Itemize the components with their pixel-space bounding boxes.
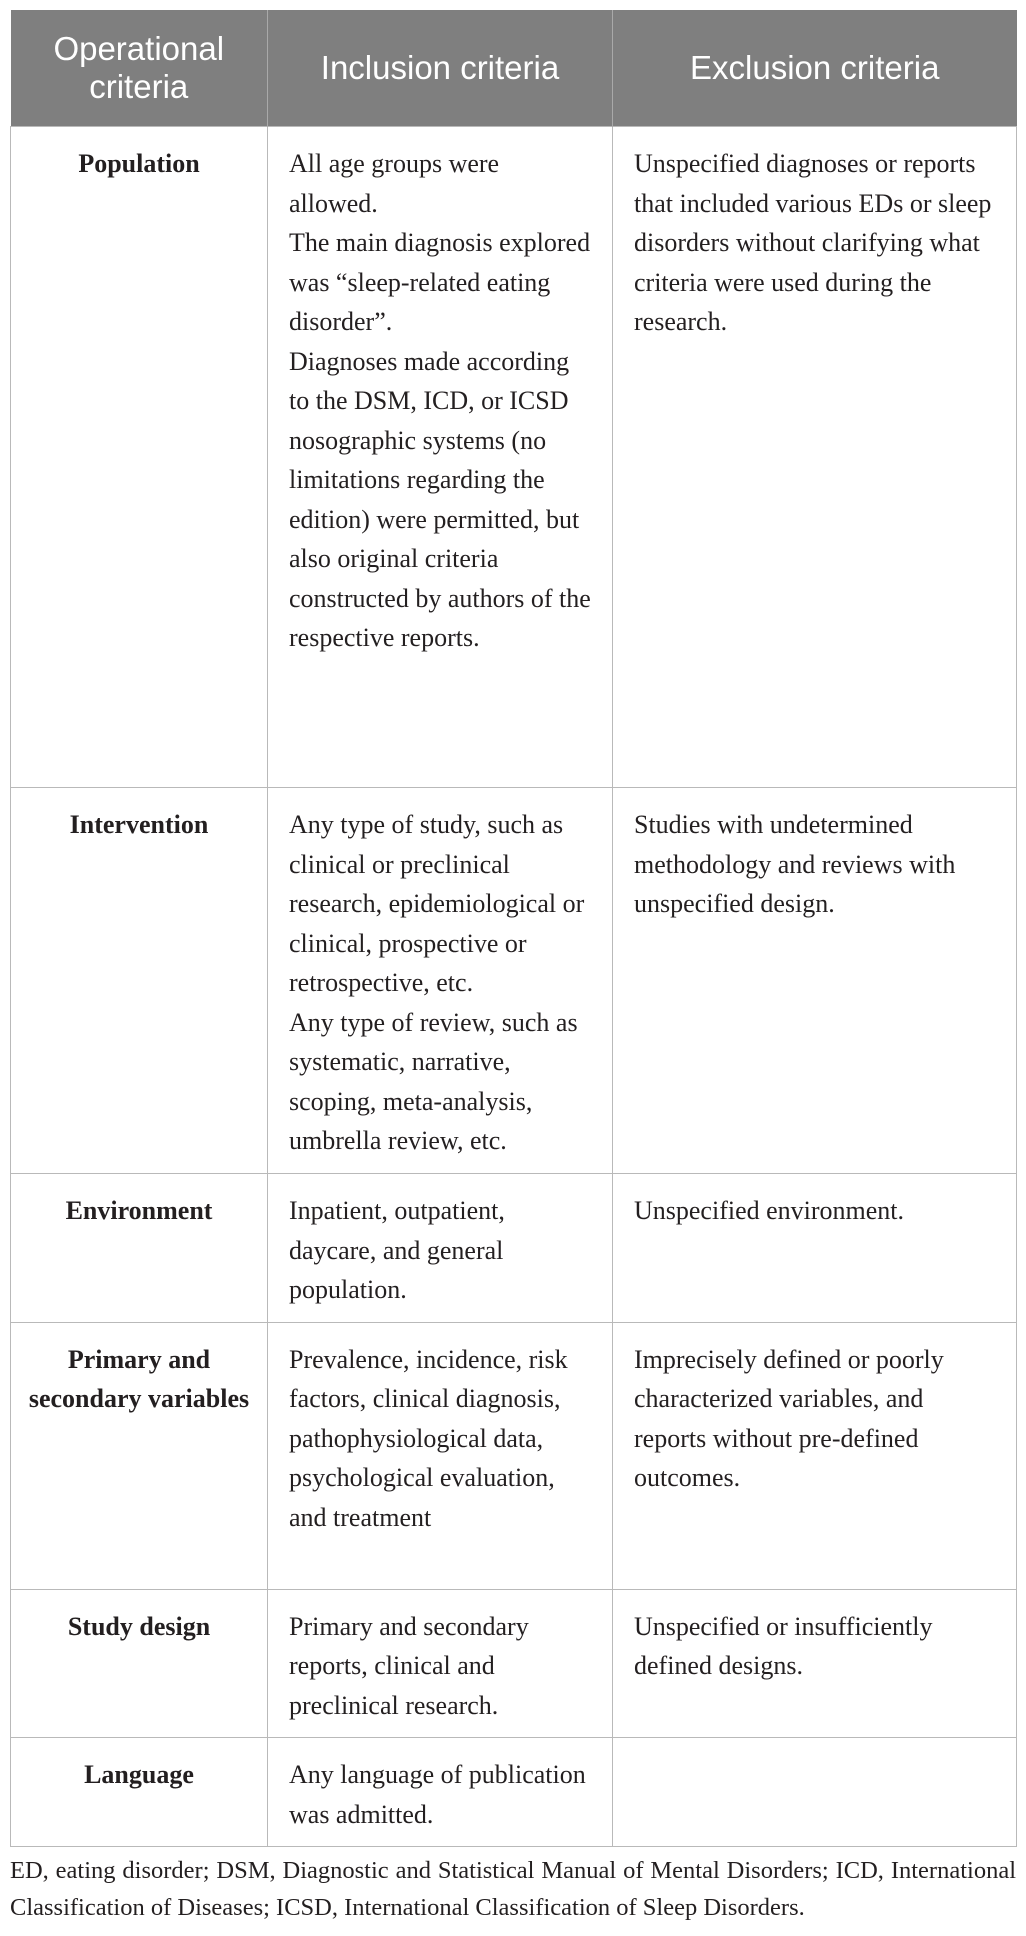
- inclusion-cell: Primary and secondary reports, clinical and preclinical research.: [268, 1589, 613, 1738]
- table-row: [11, 1322, 1017, 1589]
- table-row: [11, 1738, 1017, 1847]
- table-header-row: [11, 10, 1017, 127]
- criterion-label: Study design: [11, 1589, 268, 1738]
- header-operational-criteria: Operational criteria: [11, 10, 268, 127]
- inclusion-cell: Any language of publication was admitted.: [268, 1738, 613, 1847]
- criterion-label: Primary and secondary variables: [11, 1322, 268, 1589]
- exclusion-cell: [613, 1738, 1017, 1847]
- table-row: [11, 1174, 1017, 1323]
- criterion-label: Environment: [11, 1174, 268, 1323]
- header-inclusion-criteria: Inclusion criteria: [268, 10, 613, 127]
- criteria-table-container: [10, 10, 1016, 1847]
- inclusion-cell: All age groups were allowed. The main diagnosis explored was “sleep-related eating disorder”. Diagnoses made according to the DSM, ICD, or ICSD nosographic systems (no limitations regarding the edition) were permitted, but also original criteria constructed by authors of the respective reports.: [268, 127, 613, 788]
- criterion-label: Language: [11, 1738, 268, 1847]
- exclusion-cell: Unspecified environment.: [613, 1174, 1017, 1323]
- criterion-label: Population: [11, 127, 268, 788]
- table-row: [11, 1589, 1017, 1738]
- criteria-table: [10, 10, 1017, 1847]
- inclusion-cell: Prevalence, incidence, risk factors, clinical diagnosis, pathophysiological data, psychological evaluation, and treatment: [268, 1322, 613, 1589]
- inclusion-cell: Any type of study, such as clinical or preclinical research, epidemiological or clinical, prospective or retrospective, etc. Any type of review, such as systematic, narrative, scoping, meta-analysis, umbrella review, etc.: [268, 788, 613, 1174]
- table-row: [11, 788, 1017, 1174]
- inclusion-cell: Inpatient, outpatient, daycare, and general population.: [268, 1174, 613, 1323]
- exclusion-cell: Studies with undetermined methodology and reviews with unspecified design.: [613, 788, 1017, 1174]
- table-footnote: ED, eating disorder; DSM, Diagnostic and Statistical Manual of Mental Disorders; ICD, International Classification of Diseases; ICSD, International Classification of Sleep Disorders.: [10, 1857, 1016, 1921]
- header-exclusion-criteria: Exclusion criteria: [613, 10, 1017, 127]
- exclusion-cell: Unspecified or insufficiently defined designs.: [613, 1589, 1017, 1738]
- exclusion-cell: Unspecified diagnoses or reports that included various EDs or sleep disorders without clarifying what criteria were used during the research.: [613, 127, 1017, 788]
- criterion-label: Intervention: [11, 788, 268, 1174]
- exclusion-cell: Imprecisely defined or poorly characterized variables, and reports without pre-defined outcomes.: [613, 1322, 1017, 1589]
- table-row: [11, 127, 1017, 788]
